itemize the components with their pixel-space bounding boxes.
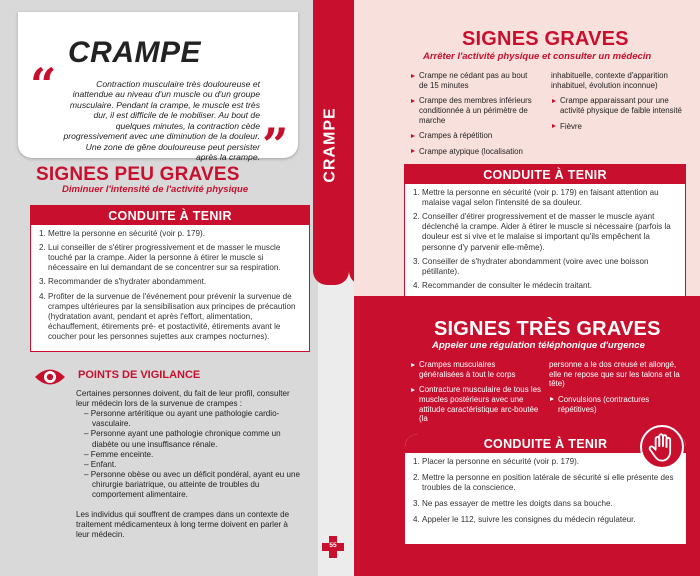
list-item: Contracture musculaire de tous les muscles postérieurs avec une attitude caractéristique arc-boutée (la <box>410 385 542 424</box>
list-item: 2. Mettre la personne en position latérale de sécurité si elle présente des troubles de la conscience. <box>413 473 674 493</box>
peu-graves-conduite-box <box>30 205 310 352</box>
list-item: Crampes musculaires généralisées à tout le corps <box>410 360 542 379</box>
list-item: inhabituelle, contexte d'apparition inhabituel, évolution inconnue) <box>551 71 668 90</box>
list-item: 4. Appeler le 112, suivre les consignes du médecin régulateur. <box>413 515 636 525</box>
peu-graves-subtitle: Diminuer l'intensité de l'activité physique <box>62 184 249 195</box>
page-title: CRAMPE <box>68 36 202 69</box>
list-item: 4. Recommander de consulter le médecin traitant. <box>413 280 593 290</box>
definition-text: Contraction musculaire très douloureuse et inattendue au niveau d'un muscle ou d'un groupe musculaire. Pendant la crampe, le muscle est très dur, il est difficile de le mobiliser. Au bout de quelques minutes, la contraction cède progressivement avec une diminution de la douleur. Une zone de gêne douloureuse peut persister après la crampe. <box>63 79 260 163</box>
page-number-left: 55 <box>322 536 344 558</box>
list-item: – Enfant. <box>84 459 117 469</box>
list-item: – Personne artéritique ou ayant une pathologie cardio-vasculaire. <box>84 409 280 429</box>
list-item: – Personne obèse ou avec un déficit pondéral, ayant eu une chirurgie bariatrique, ou atteinte de troubles du comportement alimentaire. <box>84 469 300 500</box>
list-item: 1. Placer la personne en sécurité (voir p. 179). <box>413 457 580 466</box>
list-item: 2. Conseiller d'étirer progressivement et de masser le muscle ayant déclenché la crampe. Aider à étirer le muscle si nécessaire (parfois la douleur est si vive et le malaise si important qu'ils empêchent la personne d'y parvenir elle-même). <box>413 212 671 252</box>
tres-graves-signs-col1 <box>410 360 542 430</box>
list-item: Crampe des membres inférieurs conditionnée à un périmètre de marche <box>410 96 538 125</box>
list-item: Crampes à répétition <box>410 131 538 141</box>
graves-steps <box>405 184 685 299</box>
tres-graves-title: SIGNES TRÈS GRAVES <box>434 318 661 340</box>
graves-title: SIGNES GRAVES <box>462 28 629 50</box>
list-item: – Personne ayant une pathologie chronique comme un diabète ou une insuffisance rénale. <box>84 429 281 449</box>
list-item: 1. Mettre la personne en sécurité (voir p. 179). <box>39 229 206 238</box>
close-quote-icon: ” <box>262 118 289 172</box>
tres-graves-steps <box>405 453 686 536</box>
vigilance-intro: Certaines personnes doivent, du fait de leur profil, consulter leur médecin lors de la survenue de crampes : <box>76 389 290 409</box>
graves-signs-col2 <box>551 71 683 137</box>
list-item: 3. Conseiller de s'hydrater abondamment (voire avec une boisson pétillante). <box>413 256 649 276</box>
conduite-heading: CONDUITE À TENIR <box>405 434 686 453</box>
list-item: personne a le dos creusé et allongé, elle ne repose que sur les talons et la tête) <box>549 360 680 389</box>
eye-icon <box>34 366 66 388</box>
tres-graves-signs-col2 <box>549 360 689 420</box>
list-item: Crampe apparaissant pour une activité physique de faible intensité <box>551 96 683 115</box>
list-item: Convulsions (contractures répétitives) <box>549 395 689 414</box>
list-item: 4. Profiter de la survenue de l'événement pour prévenir la survenue de crampes ultérieures par la sensibilisation aux principes de précaution (hydratation avant, pendant et après l'effort, alimentation, échauffement, étirements pré- et postactivité, étirements avant le coucher pour les personnes sujettes aux crampes nocturnes). <box>39 291 296 341</box>
list-item: Fièvre <box>551 122 683 132</box>
conduite-heading: CONDUITE À TENIR <box>405 165 685 184</box>
vigilance-title: POINTS DE VIGILANCE <box>78 369 201 381</box>
graves-conduite-box <box>404 164 686 300</box>
list-item: Crampe ne cédant pas au bout de 15 minutes <box>410 71 538 90</box>
conduite-heading: CONDUITE À TENIR <box>31 206 309 225</box>
open-quote-icon: “ <box>30 58 57 112</box>
list-item: 2. Lui conseiller de s'étirer progressivement et de masser le muscle touché par la crampe. Aider la personne à étirer le muscle si nécessaire en lui demandant de se concentrer sur sa respiration. <box>39 243 281 273</box>
graves-subtitle: Arrêter l'activité physique et consulter un médecin <box>423 51 652 62</box>
list-item: Crampe atypique (localisation <box>410 147 538 157</box>
tres-graves-subtitle: Appeler une régulation téléphonique d'urgence <box>432 340 645 351</box>
vigilance-outro: Les individus qui souffrent de crampes dans un contexte de traitement médicamenteux à long terme doivent en parler à leur médecin. <box>76 510 290 540</box>
peu-graves-title: SIGNES PEU GRAVES <box>36 164 240 185</box>
stop-hand-icon <box>640 425 684 469</box>
list-item: 3. Recommander de s'hydrater abondamment. <box>39 277 207 287</box>
list-item: – Femme enceinte. <box>84 449 154 459</box>
graves-signs-col1 <box>410 71 538 162</box>
peu-graves-steps <box>31 225 309 350</box>
vigilance-text <box>76 389 302 541</box>
list-item: 1. Mettre la personne en sécurité (voir p. 179) en faisant attention au malaise vagal selon l'intensité de sa douleur. <box>413 188 659 208</box>
list-item: 3. Ne pas essayer de mettre les doigts dans sa bouche. <box>413 499 613 509</box>
chapter-tab-label: CRAMPE <box>322 107 339 183</box>
